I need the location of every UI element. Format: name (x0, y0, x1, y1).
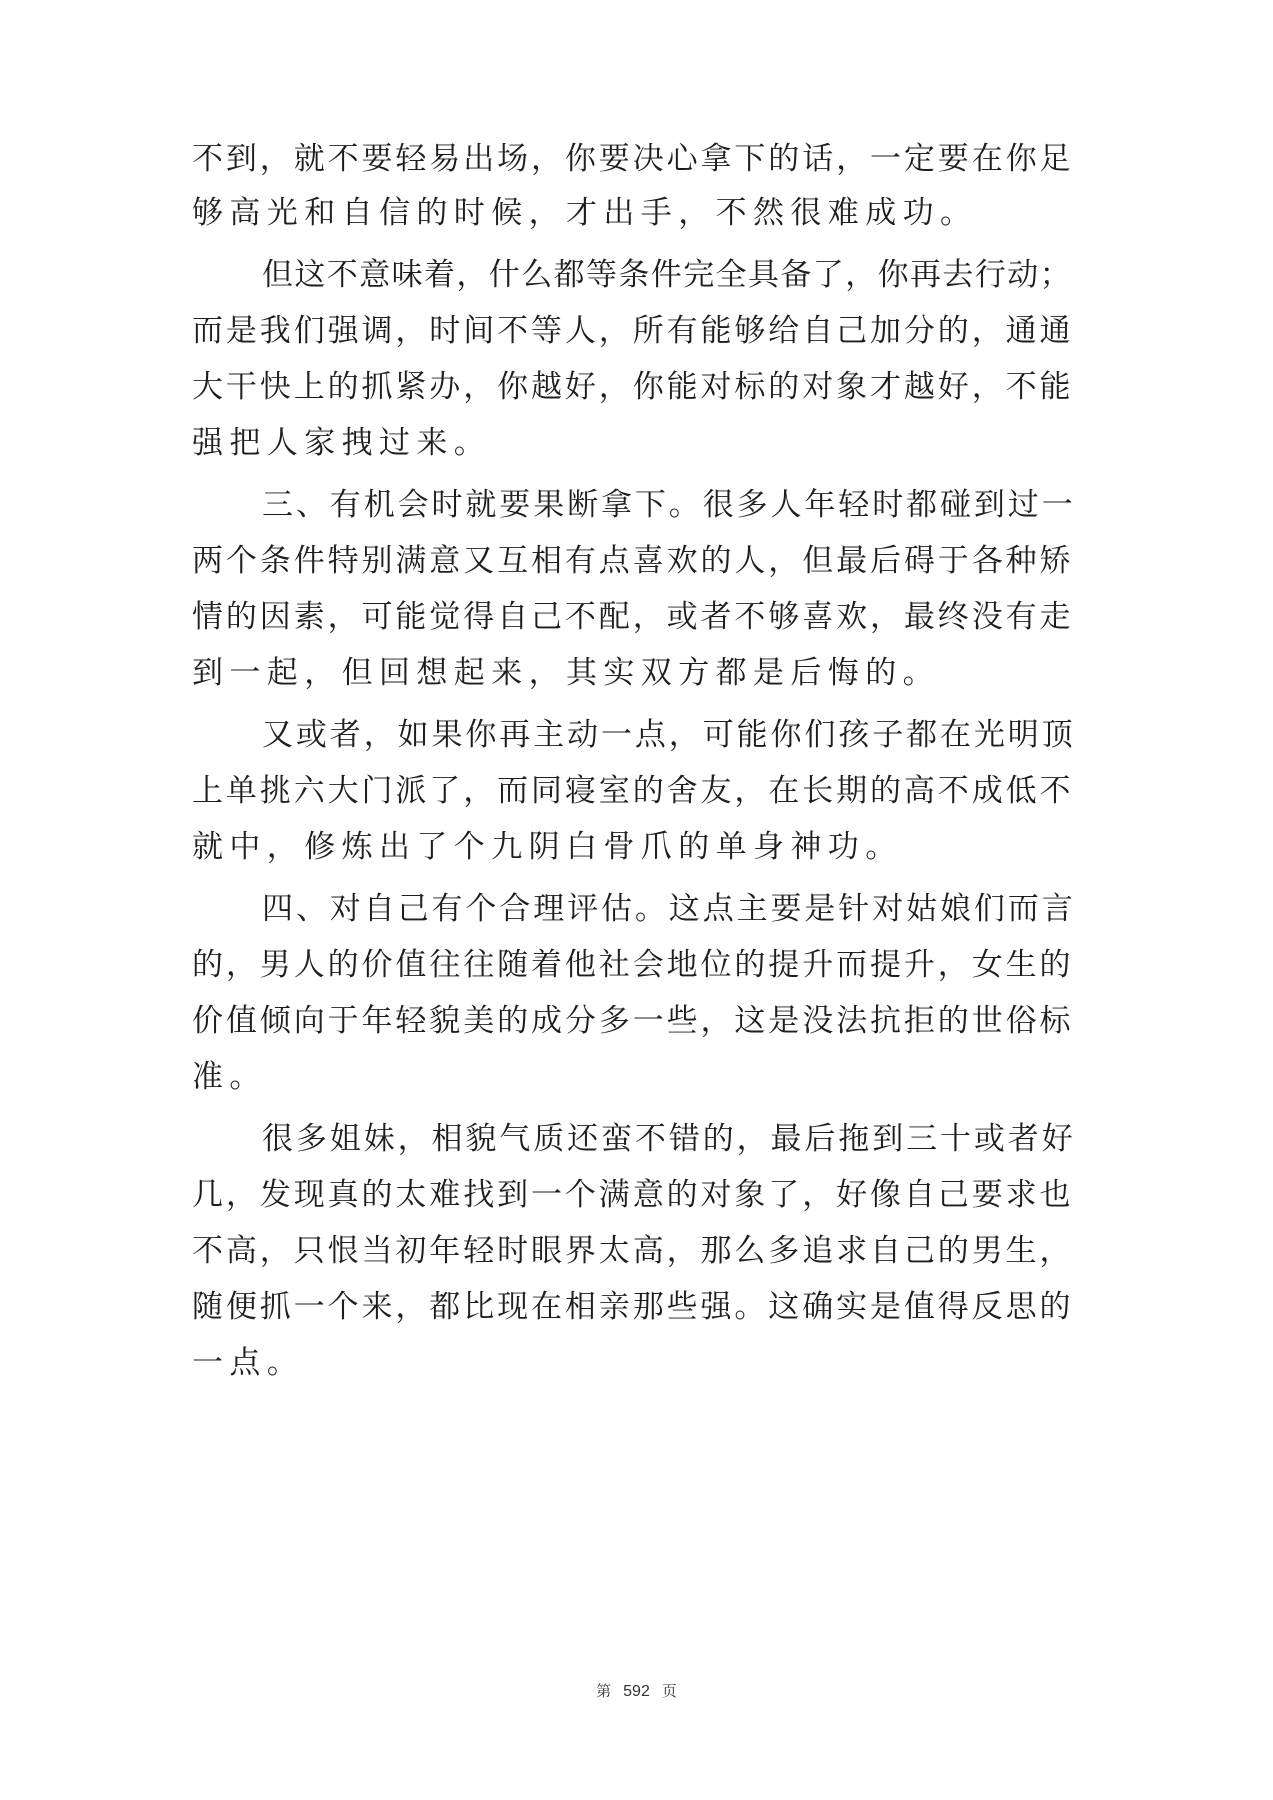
text-line: 而是我们强调，时间不等人，所有能够给自己加分的，通通 (192, 313, 1074, 349)
page-number: 592 (623, 1683, 650, 1700)
text-line: 够高光和自信的时候，才出手，不然很难成功。 (192, 195, 978, 231)
text-line: 大干快上的抓紧办，你越好，你能对标的对象才越好，不能 (192, 369, 1074, 405)
text-line: 随便抓一个来，都比现在相亲那些强。这确实是值得反思的 (192, 1289, 1074, 1325)
page-footer (0, 1680, 1273, 1701)
paragraph-first-line: 三、有机会时就要果断拿下。很多人年轻时都碰到过一 (262, 487, 1076, 523)
page-number-suffix: 页 (661, 1682, 677, 1700)
text-line: 情的因素，可能觉得自己不配，或者不够喜欢，最终没有走 (192, 599, 1074, 635)
text-line: 就中，修炼出了个九阴白骨爪的单身神功。 (192, 829, 903, 865)
text-line: 到一起，但回想起来，其实双方都是后悔的。 (192, 655, 940, 691)
page-number-prefix: 第 (596, 1682, 612, 1700)
paragraph-first-line: 但这不意味着，什么都等条件完全具备了，你再去行动； (262, 257, 1072, 293)
text-line: 上单挑六大门派了，而同寝室的舍友，在长期的高不成低不 (192, 773, 1074, 809)
text-line: 两个条件特别满意又互相有点喜欢的人，但最后碍于各种矫 (192, 543, 1074, 579)
text-line: 不高，只恨当初年轻时眼界太高，那么多追求自己的男生， (192, 1233, 1074, 1269)
paragraph-first-line: 又或者，如果你再主动一点，可能你们孩子都在光明顶 (262, 717, 1076, 753)
text-line: 价值倾向于年轻貌美的成分多一些，这是没法抗拒的世俗标 (192, 1003, 1074, 1039)
text-line: 一点。 (192, 1345, 305, 1381)
text-line: 的，男人的价值往往随着他社会地位的提升而提升，女生的 (192, 947, 1074, 983)
text-line: 准。 (192, 1059, 267, 1095)
text-line: 不到，就不要轻易出场，你要决心拿下的话，一定要在你足 (192, 141, 1074, 177)
paragraph-first-line: 很多姐妹，相貌气质还蛮不错的，最后拖到三十或者好 (262, 1121, 1076, 1157)
text-line: 几，发现真的太难找到一个满意的对象了，好像自己要求也 (192, 1177, 1074, 1213)
paragraph-first-line: 四、对自己有个合理评估。这点主要是针对姑娘们而言 (262, 891, 1076, 927)
text-line: 强把人家拽过来。 (192, 425, 492, 461)
